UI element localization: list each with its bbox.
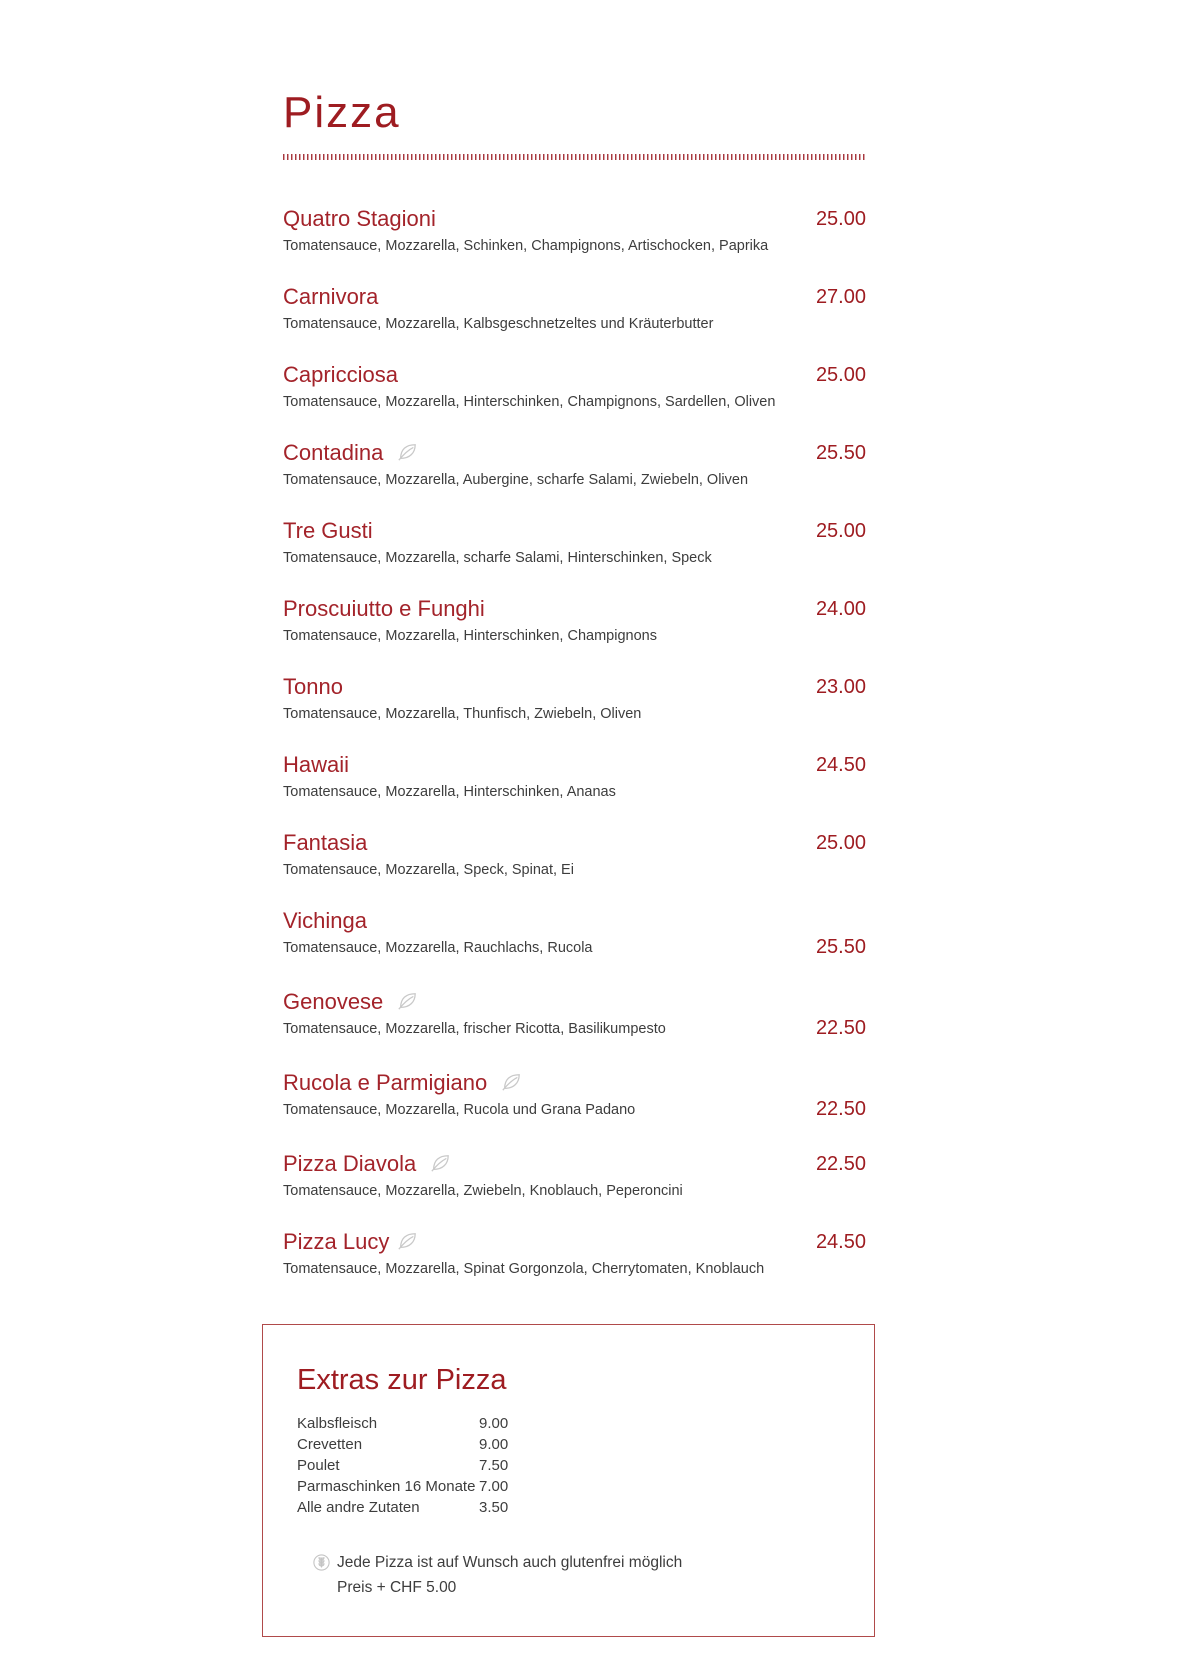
menu-item-name: Tre Gusti	[283, 518, 373, 543]
menu-item-price: 25.00	[815, 832, 866, 854]
extras-item-label: Parmaschinken 16 Monate	[297, 1478, 476, 1495]
extras-item-label: Alle andre Zutaten	[297, 1499, 420, 1516]
menu-item-main	[283, 360, 775, 413]
menu-item-pizza-lucy	[283, 1227, 866, 1280]
menu-item-description: Tomatensauce, Mozzarella, Rauchlachs, Rucola	[283, 940, 593, 956]
menu-item-price: 22.50	[815, 1098, 866, 1120]
menu-item-name: Tonno	[283, 674, 343, 699]
gluten-free-note	[313, 1550, 854, 1600]
menu-item-name: Genovese	[283, 989, 384, 1014]
menu-item-main	[283, 438, 748, 491]
menu-item-description: Tomatensauce, Mozzarella, Hinterschinken, Champignons, Sardellen, Oliven	[283, 394, 776, 410]
leaf-icon	[500, 1072, 522, 1097]
extras-item-price: 9.00	[479, 1415, 509, 1432]
menu-item-name: Capricciosa	[283, 362, 398, 387]
menu-item-name: Quatro Stagioni	[283, 206, 436, 231]
menu-item-tonno	[283, 672, 866, 725]
extras-item-price: 7.00	[479, 1478, 509, 1495]
menu-item-carnivora	[283, 282, 866, 335]
extras-list	[297, 1413, 854, 1518]
leaf-icon	[429, 1153, 451, 1178]
extras-row	[297, 1455, 854, 1476]
menu-item-description: Tomatensauce, Mozzarella, Thunfisch, Zwiebeln, Oliven	[283, 706, 642, 722]
dotted-divider	[283, 154, 866, 160]
menu-item-description: Tomatensauce, Mozzarella, Hinterschinken, Champignons	[283, 628, 657, 644]
menu-item-price: 25.00	[815, 208, 866, 230]
menu-item-rucola-e-parmigiano	[283, 1068, 866, 1124]
menu-item-price: 22.50	[815, 1017, 866, 1039]
menu-item-main	[283, 828, 574, 881]
leaf-icon	[396, 1231, 418, 1256]
menu-item-vichinga	[283, 906, 866, 962]
menu-item-main	[283, 987, 666, 1040]
extras-row	[297, 1413, 854, 1434]
extras-title: Extras zur Pizza	[297, 1364, 507, 1396]
menu-item-description: Tomatensauce, Mozzarella, Spinat Gorgonzola, Cherrytomaten, Knoblauch	[283, 1261, 765, 1277]
menu-item-main	[283, 282, 713, 335]
menu-item-price: 25.00	[815, 520, 866, 542]
menu-item-price: 24.50	[815, 754, 866, 776]
menu-item-description: Tomatensauce, Mozzarella, Schinken, Champignons, Artischocken, Paprika	[283, 238, 769, 254]
menu-item-capricciosa	[283, 360, 866, 413]
extras-row	[297, 1476, 854, 1497]
menu-item-description: Tomatensauce, Mozzarella, Speck, Spinat, Ei	[283, 862, 574, 878]
menu-item-main	[283, 672, 641, 725]
menu-item-main	[283, 1149, 683, 1202]
menu-item-name: Hawaii	[283, 752, 350, 777]
menu-item-name: Pizza Lucy	[283, 1229, 390, 1254]
leaf-icon	[396, 442, 418, 467]
menu-item-contadina	[283, 438, 866, 491]
menu-item-quatro-stagioni	[283, 204, 866, 257]
gluten-free-icon	[313, 1554, 330, 1600]
page-title: Pizza	[283, 88, 401, 137]
menu-item-main	[283, 594, 657, 647]
extras-item-price: 3.50	[479, 1499, 509, 1516]
extras-row	[297, 1497, 854, 1518]
menu-item-name: Pizza Diavola	[283, 1151, 417, 1176]
menu-item-name: Fantasia	[283, 830, 368, 855]
extras-item-label: Poulet	[297, 1457, 340, 1474]
menu-item-main	[283, 906, 592, 959]
menu-item-description: Tomatensauce, Mozzarella, Kalbsgeschnetzeltes und Kräuterbutter	[283, 316, 714, 332]
menu-item-name: Proscuiutto e Funghi	[283, 596, 485, 621]
gluten-free-note-text	[337, 1550, 682, 1600]
menu-item-description: Tomatensauce, Mozzarella, scharfe Salami, Hinterschinken, Speck	[283, 550, 712, 566]
menu-item-main	[283, 516, 712, 569]
menu-item-main	[283, 204, 768, 257]
extras-item-price: 9.00	[479, 1436, 509, 1453]
menu-item-price: 24.00	[815, 598, 866, 620]
menu-item-list	[283, 204, 866, 1280]
menu-item-genovese	[283, 987, 866, 1043]
leaf-icon	[396, 991, 418, 1016]
menu-item-price: 25.50	[815, 936, 866, 958]
menu-item-description: Tomatensauce, Mozzarella, frischer Ricotta, Basilikumpesto	[283, 1021, 666, 1037]
menu-item-description: Tomatensauce, Mozzarella, Zwiebeln, Knoblauch, Peperoncini	[283, 1183, 683, 1199]
menu-item-main	[283, 1227, 764, 1280]
menu-item-proscuiutto-e-funghi	[283, 594, 866, 647]
extras-box	[262, 1324, 875, 1637]
menu-item-price: 25.50	[815, 442, 866, 464]
menu-item-main	[283, 1068, 635, 1121]
menu-item-description: Tomatensauce, Mozzarella, Hinterschinken, Ananas	[283, 784, 616, 800]
menu-item-price: 27.00	[815, 286, 866, 308]
extras-item-price: 7.50	[479, 1457, 509, 1474]
menu-item-price: 22.50	[815, 1153, 866, 1175]
menu-item-name: Rucola e Parmigiano	[283, 1070, 488, 1095]
gluten-free-note-line2: Preis + CHF 5.00	[337, 1579, 457, 1596]
menu-item-fantasia	[283, 828, 866, 881]
menu-item-name: Carnivora	[283, 284, 379, 309]
menu-item-hawaii	[283, 750, 866, 803]
menu-item-price: 23.00	[815, 676, 866, 698]
menu-page	[283, 0, 866, 1637]
menu-item-description: Tomatensauce, Mozzarella, Aubergine, scharfe Salami, Zwiebeln, Oliven	[283, 472, 749, 488]
gluten-free-note-line1: Jede Pizza ist auf Wunsch auch glutenfrei möglich	[337, 1554, 683, 1571]
menu-item-name: Contadina	[283, 440, 384, 465]
menu-item-price: 24.50	[815, 1231, 866, 1253]
extras-item-label: Kalbsfleisch	[297, 1415, 378, 1432]
extras-row	[297, 1434, 854, 1455]
menu-item-description: Tomatensauce, Mozzarella, Rucola und Grana Padano	[283, 1102, 636, 1118]
menu-item-price: 25.00	[815, 364, 866, 386]
menu-item-main	[283, 750, 616, 803]
menu-item-tre-gusti	[283, 516, 866, 569]
menu-item-name: Vichinga	[283, 908, 367, 933]
menu-item-pizza-diavola	[283, 1149, 866, 1202]
extras-item-label: Crevetten	[297, 1436, 363, 1453]
